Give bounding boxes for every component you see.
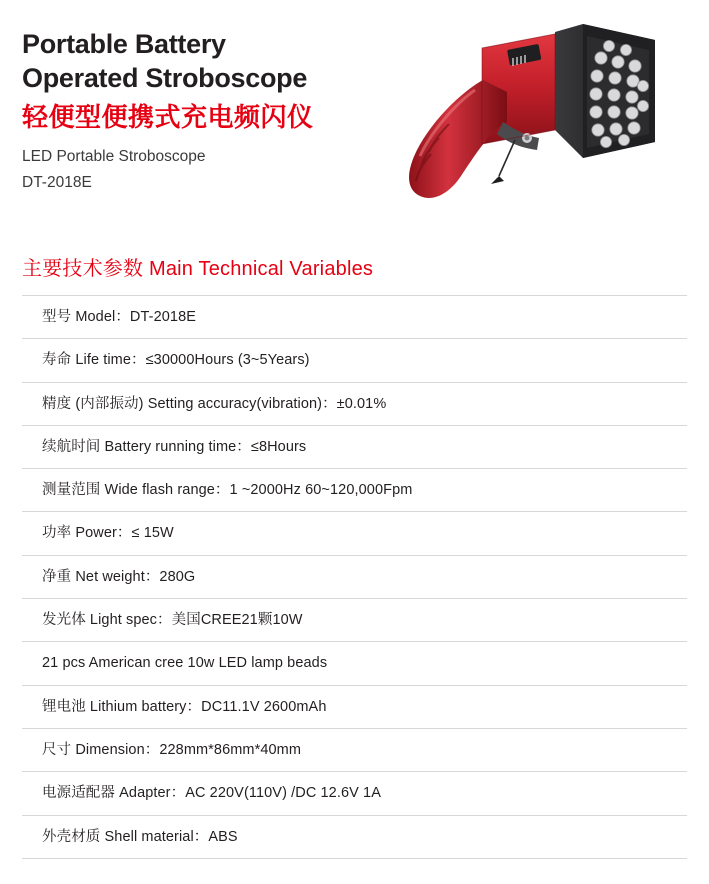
spec-cell: 净重 Net weight：280G (42, 568, 196, 585)
table-row (22, 296, 687, 339)
table-row (22, 685, 687, 728)
section-heading: 主要技术参数 Main Technical Variables (22, 258, 374, 280)
table-row (22, 642, 687, 685)
table-row (22, 555, 687, 598)
page-title-line2: Operated Stroboscope (22, 62, 308, 93)
spec-cell: 外壳材质 Shell material：ABS (42, 828, 238, 845)
table-row (22, 469, 687, 512)
table-row (22, 815, 687, 858)
page-title-chinese: 轻便型便携式充电频闪仪 (22, 101, 314, 132)
spec-cell: 锂电池 Lithium battery：DC11.1V 2600mAh (42, 698, 327, 715)
spec-cell: 发光体 Light spec：美国CREE21颗10W (42, 612, 303, 629)
page-header (22, 0, 687, 230)
spec-cell: 精度 (内部振动) Setting accuracy(vibration)：±0.01% (42, 395, 387, 412)
spec-cell: 尺寸 Dimension：228mm*86mm*40mm (42, 741, 302, 758)
page-subtitle: LED Portable Stroboscope (22, 147, 206, 165)
page-title (22, 28, 422, 96)
spec-cell: 21 pcs American cree 10w LED lamp beads (42, 655, 328, 672)
page-model-code: DT-2018E (22, 173, 92, 191)
spec-cell: 测量范围 Wide flash range：1 ~2000Hz 60~120,000Fpm (42, 482, 413, 499)
spec-cell: 电源适配器 Adapter：AC 220V(110V) /DC 12.6V 1A (42, 785, 381, 802)
table-row (22, 382, 687, 425)
table-row (22, 512, 687, 555)
table-row (22, 339, 687, 382)
page-title-line1: Portable Battery (22, 29, 226, 59)
spec-cell: 功率 Power：≤ 15W (42, 525, 174, 542)
table-row (22, 599, 687, 642)
table-row (22, 425, 687, 468)
product-photo (387, 18, 687, 243)
spec-table (22, 295, 687, 859)
spec-cell: 寿命 Life time：≤30000Hours (3~5Years) (42, 352, 310, 369)
spec-cell: 续航时间 Battery running time：≤8Hours (42, 438, 307, 455)
table-row (22, 728, 687, 771)
table-row (22, 772, 687, 815)
spec-cell: 型号 Model：DT-2018E (42, 309, 197, 325)
